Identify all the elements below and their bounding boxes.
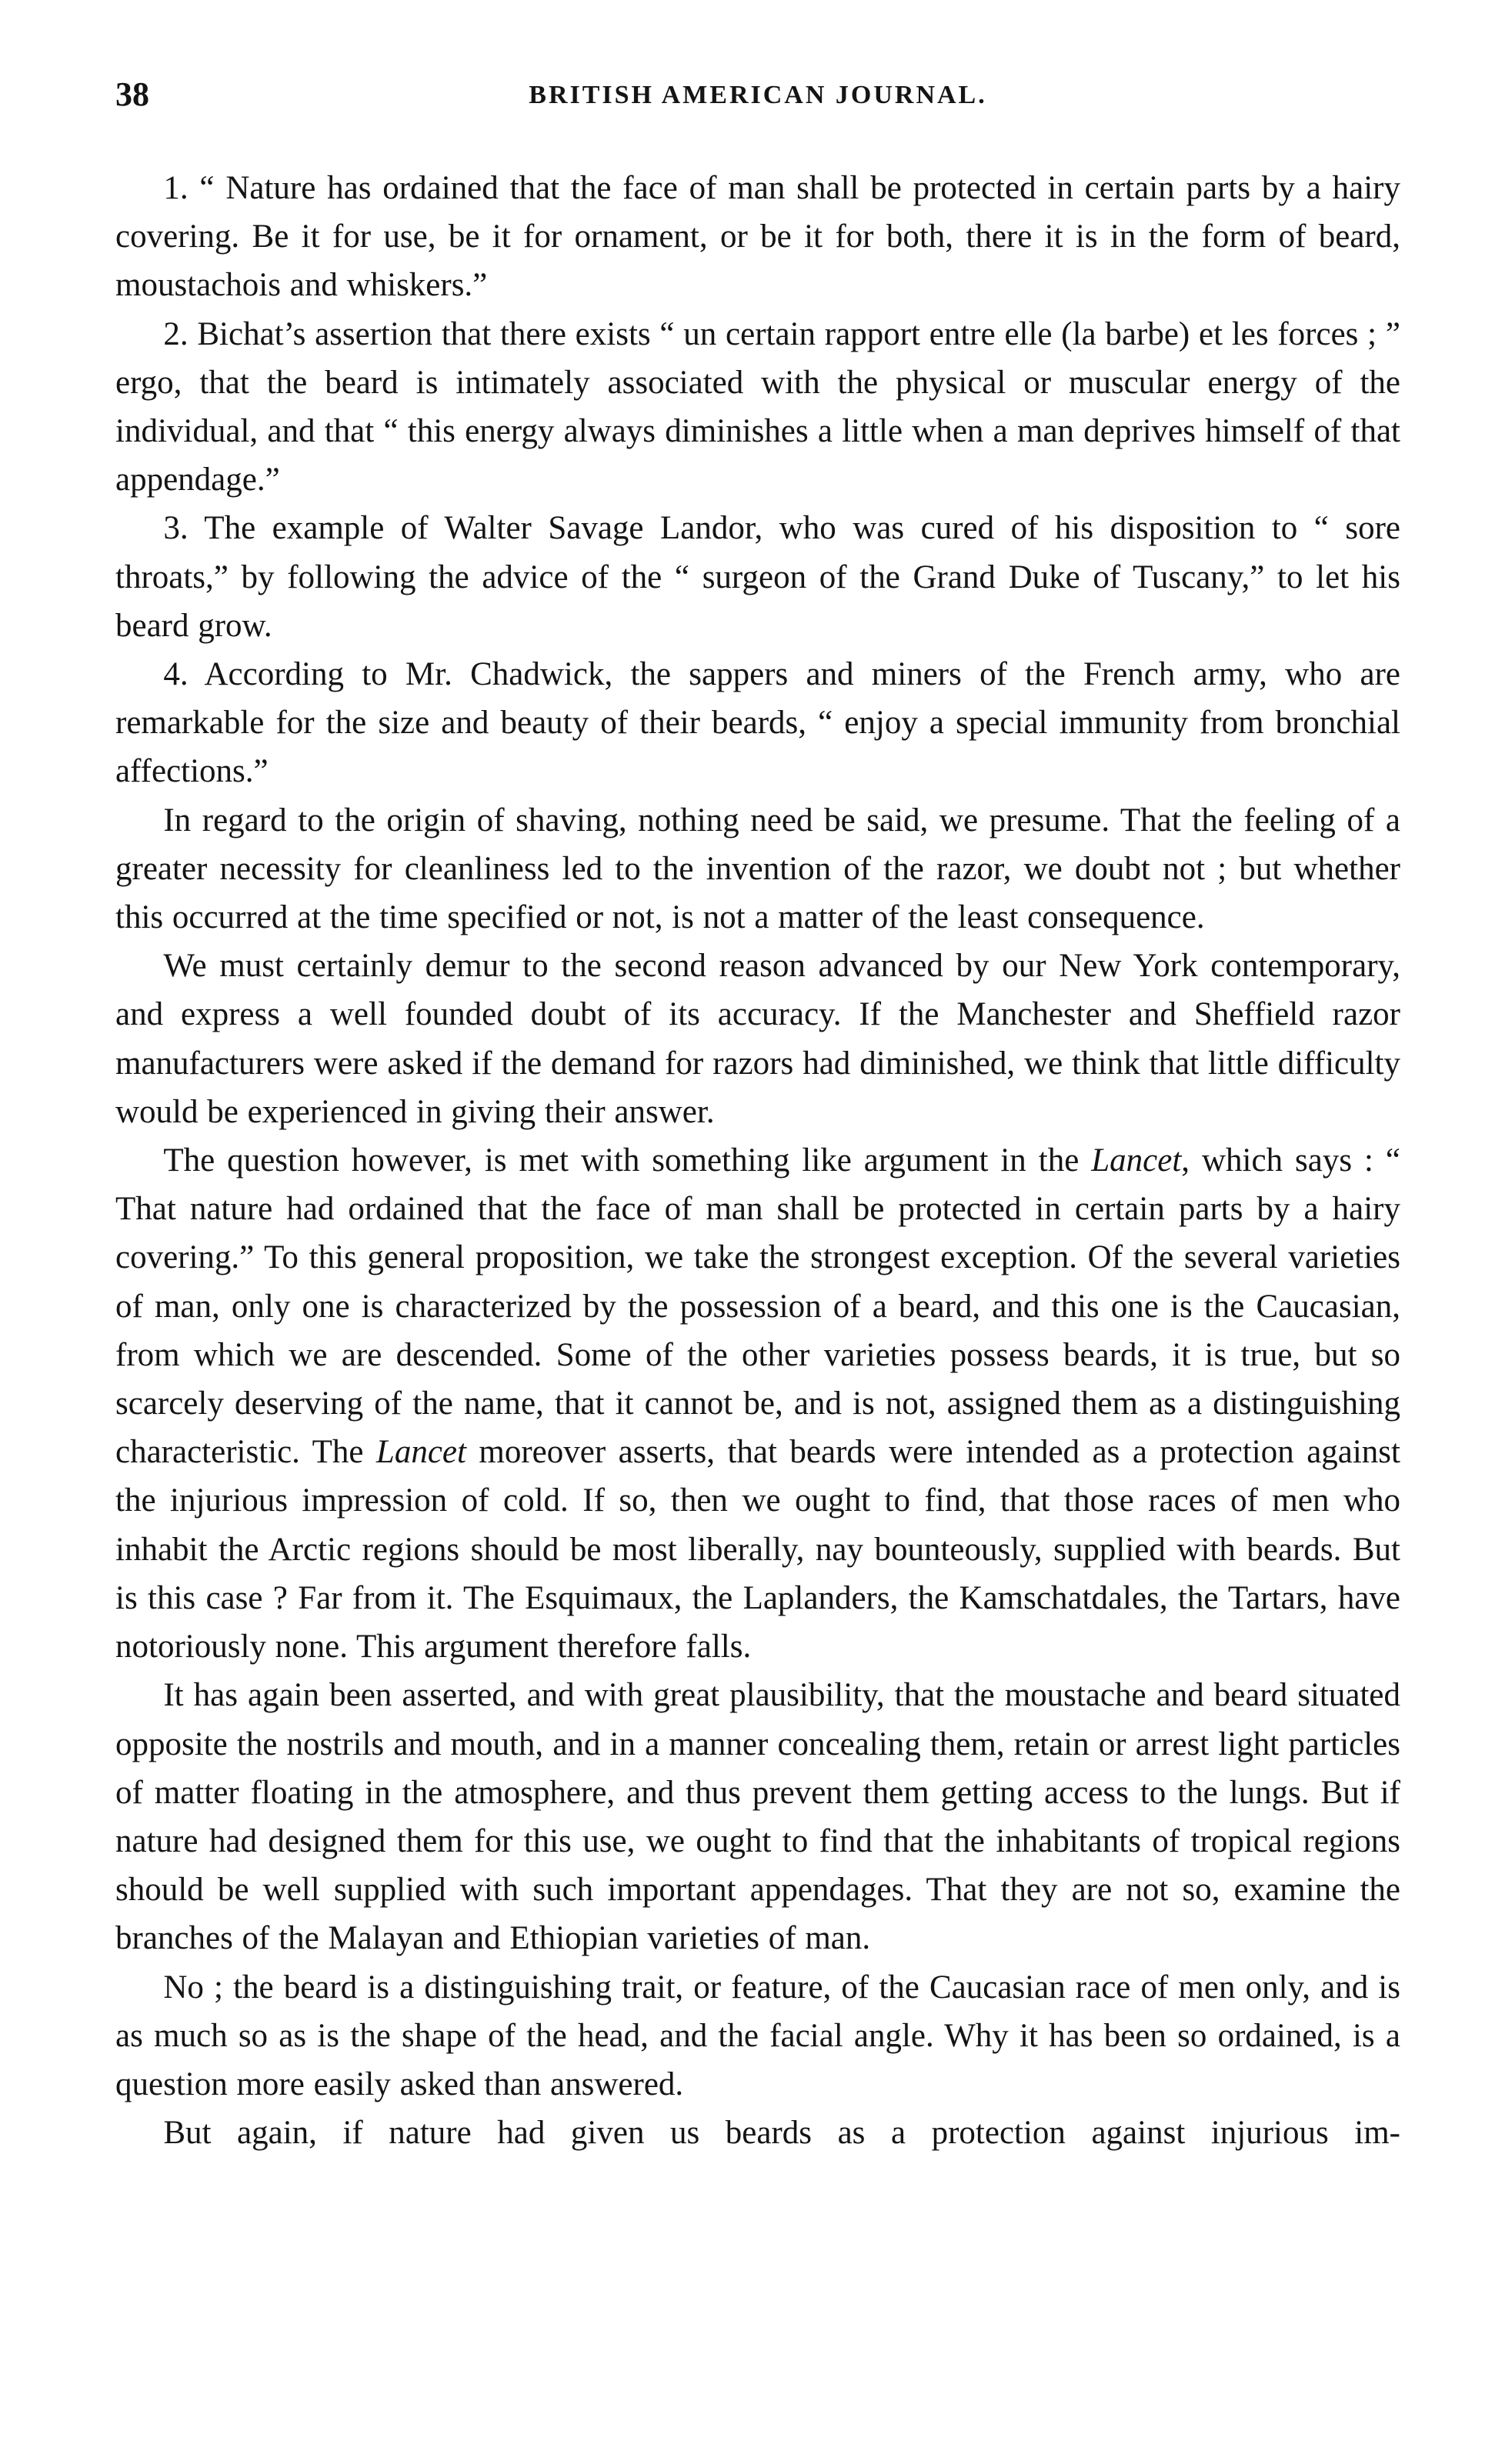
article-body — [115, 164, 1400, 2157]
page-number: 38 — [115, 75, 149, 113]
paragraph-continued: But again, if nature had given us beards as a protection against injurious im- — [163, 2115, 1400, 2152]
running-title: BRITISH AMERICAN JOURNAL. — [529, 81, 987, 109]
paragraph-origin-of-shaving: In regard to the origin of shaving, nothing need be said, we presume. That the feeling of a greater necessity for cleanliness led to the invention of the razor, we doubt not ; but whether this occurred at the time specified or not, is not a matter of the least consequence. — [115, 802, 1400, 936]
paragraph-moustache-filter: It has again been asserted, and with great plausibility, that the moustache and beard situated opposite the nostrils and mouth, and in a manner concealing them, retain or arrest light particles of matter floating in the atmosphere, and thus prevent them getting access to the lungs. But if nature had designed them for this use, we ought to find that the inhabitants of tropical regions should be well supplied with such important appendages. That they are not so, examine the branches of the Malayan and Ethiopian varieties of man. — [115, 1677, 1400, 1957]
journal-title-lancet: Lancet — [1091, 1142, 1182, 1179]
paragraph-point-2: 2. Bichat’s assertion that there exists “ un certain rapport entre elle (la barbe) et les forces ; ” ergo, that the beard is intimately associated with the physical or muscular energy of the individual, and that “ this energy always diminishes a little when a man deprives himself of that appendage.” — [115, 315, 1400, 498]
page-header — [115, 73, 1400, 119]
paragraph-lancet-argument: The question however, is met with something like argument in the Lancet, which says : “ That nature had ordained that the face of man shall be protected in certain parts by a hairy covering.” To this general proposition, we take the strongest exception. Of the several varieties of man, only one is characterized by the possession of a beard, and this one is the Caucasian, from which we are descended. Some of the other varieties possess beards, it is true, but so scarcely deserving of the name, that it cannot be, and is not, assigned them as a distinguishing characteristic. The Lancet moreover asserts, that beards were intended as a protection against the injurious impression of cold. If so, then we ought to find, that those races of men who inhabit the Arctic regions should be most liberally, nay bounteously, supplied with beards. But is this case ? Far from it. The Esquimaux, the Laplanders, the Kamschatdales, the Tartars, have notoriously none. This argument therefore falls. — [115, 1142, 1401, 1665]
paragraph-point-1: 1. “ Nature has ordained that the face of man shall be protected in certain parts by a hairy covering. Be it for use, be it for ornament, or be it for both, there it is in the form of beard, moustachois and whiskers.” — [115, 170, 1400, 304]
journal-page — [115, 73, 1400, 2157]
journal-title-lancet: Lancet — [375, 1434, 466, 1471]
paragraph-second-reason: We must certainly demur to the second reason advanced by our New York contemporary, and express a well founded doubt of its accuracy. If the Manchester and Sheffield razor manufacturers were asked if the demand for razors had diminished, we think that little difficulty would be experienced in giving their answer. — [115, 948, 1400, 1130]
paragraph-point-3: 3. The example of Walter Savage Landor, who was cured of his disposition to “ sore throats,” by following the advice of the “ surgeon of the Grand Duke of Tuscany,” to let his beard grow. — [115, 510, 1400, 644]
paragraph-point-4: 4. According to Mr. Chadwick, the sappers and miners of the French army, who are remarkable for the size and beauty of their beards, “ enjoy a special immunity from bronchial affections.” — [115, 656, 1400, 790]
paragraph-caucasian-trait: No ; the beard is a distinguishing trait, or feature, of the Caucasian race of men only, and is as much so as is the shape of the head, and the facial angle. Why it has been so ordained, is a question more easily asked than answered. — [115, 1969, 1400, 2102]
